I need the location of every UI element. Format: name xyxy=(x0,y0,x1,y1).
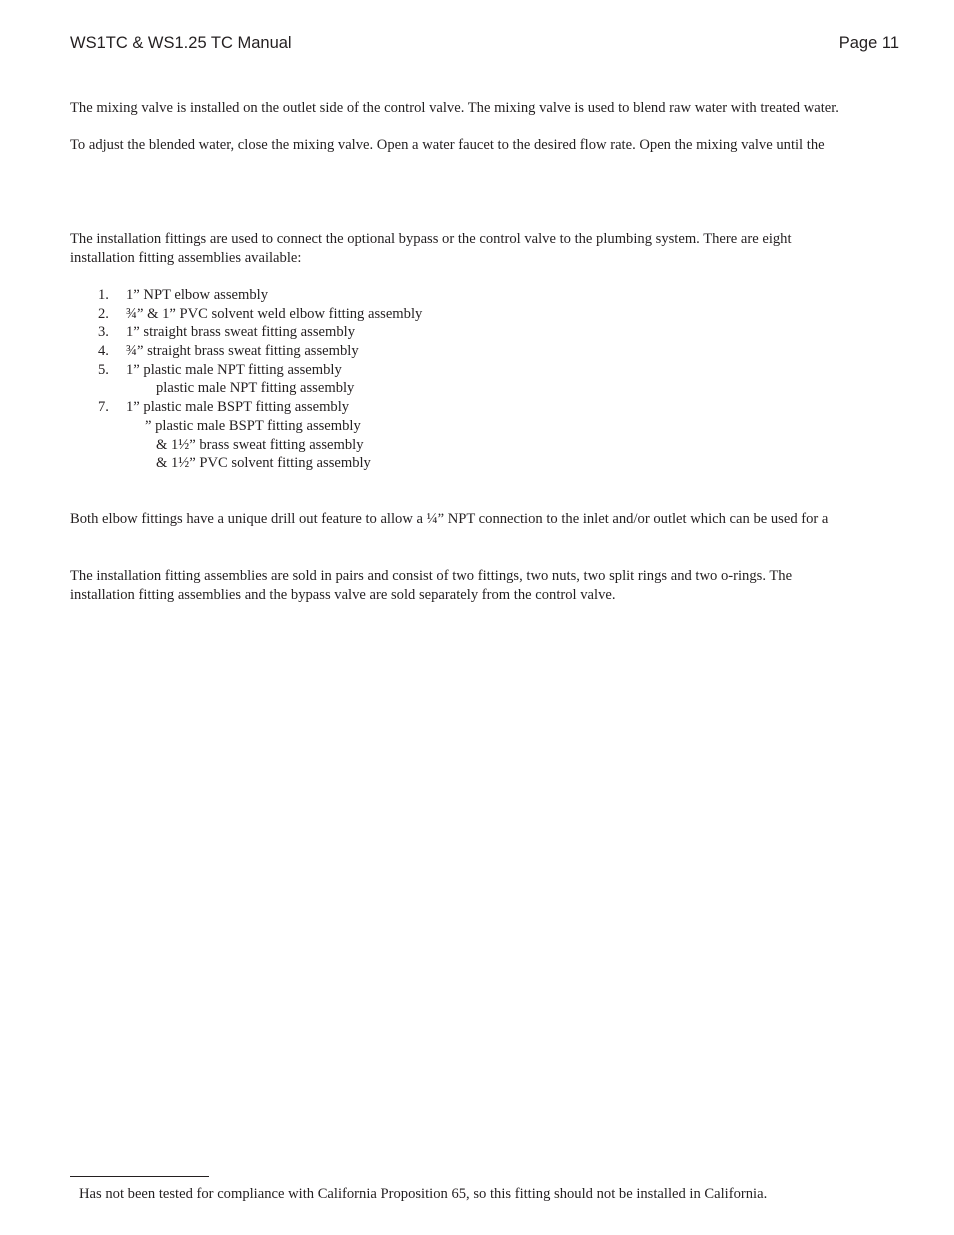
list-item-text: & 1½” brass sweat fitting assembly xyxy=(156,436,364,453)
page-number: Page 11 xyxy=(838,34,899,52)
list-item-text: plastic male NPT fitting assembly xyxy=(156,380,355,397)
footnote: Has not been tested for compliance with California Proposition 65, so this fitting should not be installed in California. xyxy=(79,1186,768,1202)
list-item xyxy=(70,342,570,361)
list-item xyxy=(70,379,570,398)
list-item-text: 1” plastic male NPT fitting assembly xyxy=(126,361,342,378)
list-item-text: & 1½” PVC solvent fitting assembly xyxy=(156,455,371,472)
page-header xyxy=(70,32,899,54)
paragraph-mixing-valve: The mixing valve is installed on the outlet side of the control valve. The mixing valve is used to blend raw water with treated water. xyxy=(70,100,839,116)
list-item xyxy=(70,454,570,473)
list-item-text: ” plastic male BSPT fitting assembly xyxy=(145,417,361,434)
list-item-number: 2. xyxy=(98,305,109,322)
list-item-number: 4. xyxy=(98,343,109,360)
paragraph-elbow-drill-out: Both elbow fittings have a unique drill out feature to allow a ¼” NPT connection to the inlet and/or outlet which can be used for a xyxy=(70,511,829,527)
list-item xyxy=(70,305,570,324)
paragraph-installation-fittings: The installation fittings are used to connect the optional bypass or the control valve to the plumbing system. There are eight installation fitting assemblies available: xyxy=(70,231,792,266)
fittings-list xyxy=(70,286,570,473)
list-item-text: 1” plastic male BSPT fitting assembly xyxy=(126,399,350,416)
paragraph-adjust-blend: To adjust the blended water, close the mixing valve. Open a water faucet to the desired flow rate. Open the mixing valve until the xyxy=(70,137,825,153)
list-item-text: ¾” & 1” PVC solvent weld elbow fitting assembly xyxy=(126,305,423,322)
list-item-text: 1” NPT elbow assembly xyxy=(126,287,269,303)
list-item-number: 1. xyxy=(98,287,109,303)
paragraph-sold-in-pairs: The installation fitting assemblies are sold in pairs and consist of two fittings, two nuts, two split rings and two o-rings. The installation fitting assemblies and the bypass valve are sold separately from the control valve. xyxy=(70,568,793,603)
list-item xyxy=(70,417,570,436)
list-item-text: 1” straight brass sweat fitting assembly xyxy=(126,324,355,341)
list-item xyxy=(70,361,570,380)
list-item-number: 3. xyxy=(98,324,109,341)
list-item-number: 7. xyxy=(98,399,109,416)
list-item xyxy=(70,323,570,342)
list-item xyxy=(70,286,570,305)
footnote-divider xyxy=(70,1176,209,1177)
manual-title: WS1TC & WS1.25 TC Manual xyxy=(70,34,292,52)
list-item-text: ¾” straight brass sweat fitting assembly xyxy=(126,343,359,360)
list-item xyxy=(70,398,570,417)
list-item-number: 5. xyxy=(98,361,109,378)
list-item xyxy=(70,436,570,455)
